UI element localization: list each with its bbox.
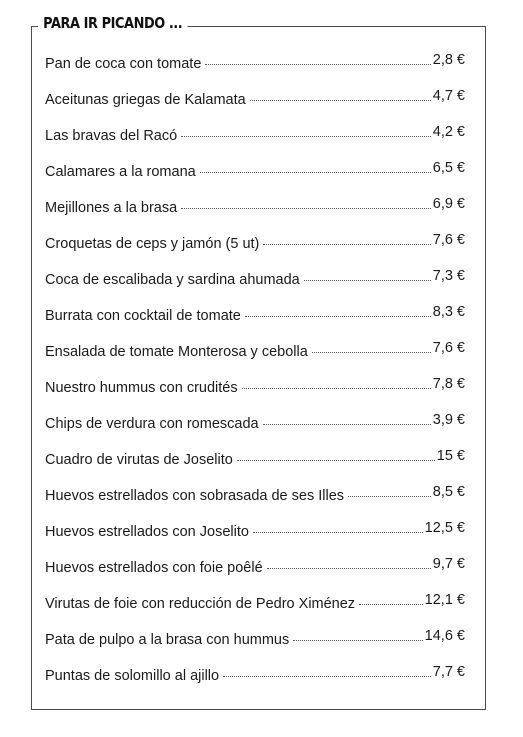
menu-item: [45, 122, 465, 158]
menu-item: [45, 554, 465, 590]
dot-leader: [293, 640, 422, 641]
menu-item: [45, 86, 465, 122]
item-price: 7,6 €: [432, 232, 465, 248]
item-name: Ensalada de tomate Monterosa y cebolla: [45, 344, 308, 360]
dot-leader: [253, 532, 423, 533]
menu-item: [45, 158, 465, 194]
item-name: Las bravas del Racó: [45, 128, 178, 144]
menu-item: [45, 302, 465, 338]
item-price: 6,5 €: [432, 160, 465, 176]
section-title: PARA IR PICANDO ...: [38, 13, 187, 33]
dot-leader: [263, 244, 430, 245]
dot-leader: [250, 100, 431, 101]
dot-leader: [312, 352, 431, 353]
item-name: Huevos estrellados con Joselito: [45, 524, 249, 540]
dot-leader: [205, 64, 430, 65]
dot-leader: [242, 388, 431, 389]
menu-item: [45, 590, 465, 626]
menu-item: [45, 230, 465, 266]
dot-leader: [359, 604, 423, 605]
item-price: 8,3 €: [432, 304, 465, 320]
menu-item: [45, 482, 465, 518]
menu-item: [45, 446, 465, 482]
menu-item: [45, 518, 465, 554]
item-name: Aceitunas griegas de Kalamata: [45, 92, 246, 108]
dot-leader: [237, 460, 435, 461]
item-price: 3,9 €: [432, 412, 465, 428]
item-price: 4,2 €: [432, 124, 465, 140]
item-price: 12,5 €: [424, 520, 465, 536]
dot-leader: [200, 172, 431, 173]
dot-leader: [348, 496, 431, 497]
dot-leader: [263, 424, 431, 425]
item-price: 7,7 €: [432, 664, 465, 680]
menu-item: [45, 194, 465, 230]
item-name: Coca de escalibada y sardina ahumada: [45, 272, 300, 288]
menu-item: [45, 50, 465, 86]
menu-item: [45, 626, 465, 662]
dot-leader: [267, 568, 431, 569]
item-name: Calamares a la romana: [45, 164, 196, 180]
item-price: 6,9 €: [432, 196, 465, 212]
menu-item: [45, 410, 465, 446]
item-price: 4,7 €: [432, 88, 465, 104]
item-price: 14,6 €: [424, 628, 465, 644]
item-price: 15 €: [436, 448, 465, 464]
item-name: Croquetas de ceps y jamón (5 ut): [45, 236, 260, 252]
dot-leader: [223, 676, 431, 677]
item-name: Virutas de foie con reducción de Pedro Ximénez: [45, 596, 356, 612]
item-name: Huevos estrellados con foie poêlé: [45, 560, 263, 576]
item-name: Chips de verdura con romescada: [45, 416, 259, 432]
item-name: Pata de pulpo a la brasa con hummus: [45, 632, 290, 648]
item-name: Burrata con cocktail de tomate: [45, 308, 241, 324]
item-price: 7,6 €: [432, 340, 465, 356]
menu-list: [45, 50, 465, 698]
menu-item: [45, 662, 465, 698]
item-name: Nuestro hummus con crudités: [45, 380, 238, 396]
item-price: 12,1 €: [424, 592, 465, 608]
dot-leader: [181, 136, 431, 137]
item-name: Cuadro de virutas de Joselito: [45, 452, 233, 468]
item-price: 8,5 €: [432, 484, 465, 500]
item-name: Pan de coca con tomate: [45, 56, 202, 72]
item-price: 2,8 €: [432, 52, 465, 68]
item-name: Puntas de solomillo al ajillo: [45, 668, 220, 684]
item-price: 9,7 €: [432, 556, 465, 572]
menu-item: [45, 338, 465, 374]
item-name: Mejillones a la brasa: [45, 200, 178, 216]
dot-leader: [304, 280, 431, 281]
menu-item: [45, 266, 465, 302]
item-price: 7,3 €: [432, 268, 465, 284]
item-price: 7,8 €: [432, 376, 465, 392]
item-name: Huevos estrellados con sobrasada de ses Illes: [45, 488, 345, 504]
dot-leader: [181, 208, 431, 209]
dot-leader: [245, 316, 431, 317]
menu-item: [45, 374, 465, 410]
